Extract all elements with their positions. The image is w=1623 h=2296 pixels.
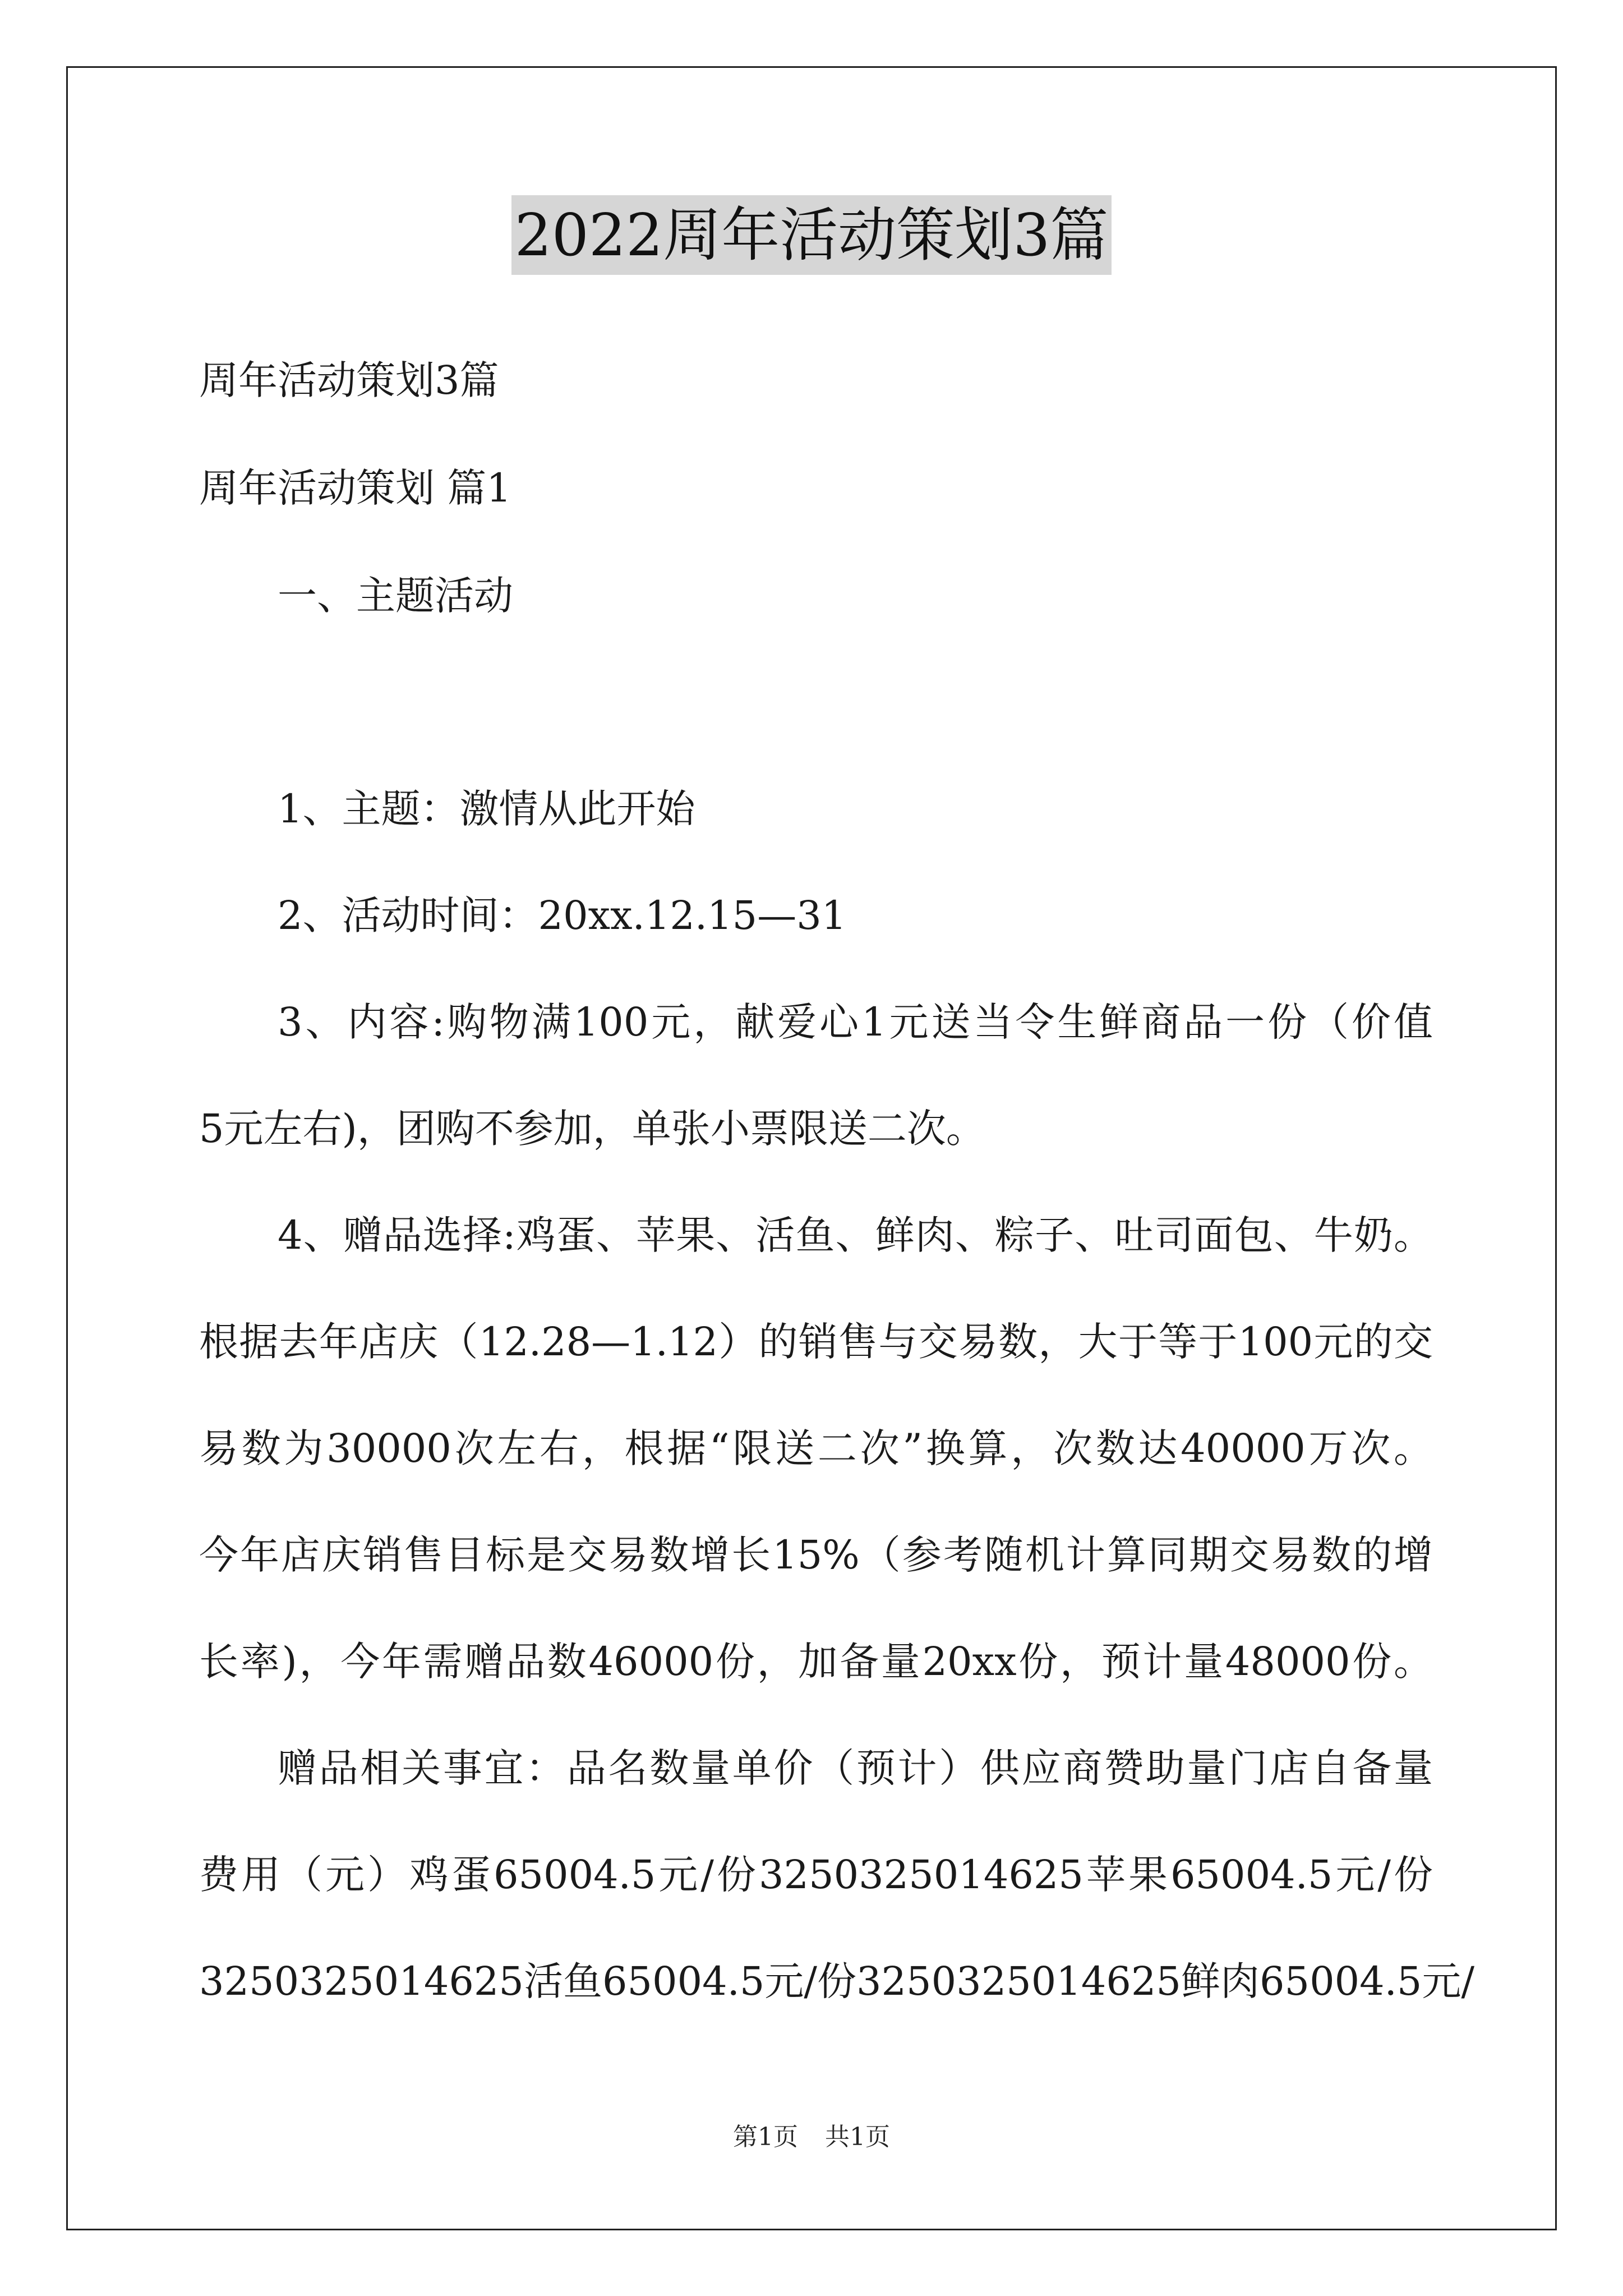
paragraph-line: 2、活动时间：20xx.12.15—31 <box>278 892 847 938</box>
section-heading: 周年活动策划 篇1 <box>199 465 511 511</box>
paragraph-line: 根据去年店庆（12.28—1.12）的销售与交易数，大于等于100元的交 <box>199 1319 1433 1365</box>
page-number: 第1页 <box>733 2123 798 2151</box>
paragraph-line: 4、赠品选择:鸡蛋、苹果、活鱼、鲜肉、粽子、吐司面包、牛奶。 <box>278 1212 1433 1258</box>
chapter-heading: 一、主题活动 <box>278 573 513 619</box>
paragraph-line: 5元左右)，团购不参加，单张小票限送二次。 <box>199 1106 985 1152</box>
title-container <box>0 195 1623 275</box>
paragraph-line: 3250325014625活鱼65004.5元/份3250325014625鲜肉65004.5元/ <box>199 1958 1475 2004</box>
page-total: 共1页 <box>825 2123 890 2151</box>
document-title: 2022周年活动策划3篇 <box>511 195 1112 275</box>
paragraph-line: 3、内容:购物满100元，献爱心1元送当令生鲜商品一份（价值 <box>278 999 1433 1045</box>
page-footer <box>0 2120 1623 2154</box>
subtitle-line: 周年活动策划3篇 <box>199 357 499 403</box>
paragraph-line: 费用（元）鸡蛋65004.5元/份3250325014625苹果65004.5元/份 <box>199 1852 1433 1898</box>
paragraph-line: 今年店庆销售目标是交易数增长15%（参考随机计算同期交易数的增 <box>199 1532 1433 1578</box>
paragraph-line: 长率)，今年需赠品数46000份，加备量20xx份，预计量48000份。 <box>199 1639 1433 1685</box>
paragraph-line: 易数为30000次左右，根据“限送二次”换算，次数达40000万次。 <box>199 1425 1433 1471</box>
paragraph-line: 1、主题：激情从此开始 <box>278 786 695 832</box>
paragraph-line: 赠品相关事宜：品名数量单价（预计）供应商赞助量门店自备量 <box>278 1745 1433 1791</box>
